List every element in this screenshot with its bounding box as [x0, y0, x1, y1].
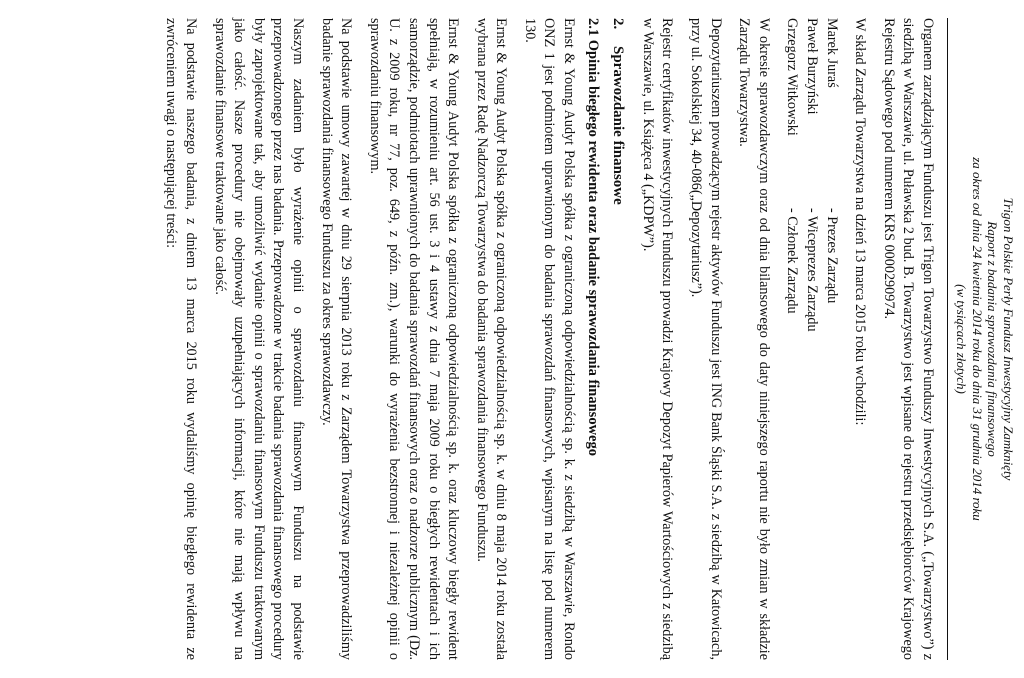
- header-divider: [947, 18, 948, 660]
- board-member-name: Marek Juraś: [823, 18, 840, 88]
- board-member-role: - Prezes Zarządu: [823, 208, 840, 304]
- header-fund-name: Trigon Polskie Perły Fundusz Inwestycyjny Zamknięty: [1001, 197, 1016, 481]
- section-title: Sprawozdanie finansowe: [610, 46, 627, 205]
- header-report-title: Raport z badania sprawozdania finansowego: [985, 221, 1001, 457]
- board-member-role: - Wiceprezes Zarządu: [804, 208, 821, 332]
- board-member-name: Grzegorz Witkowski: [784, 18, 801, 136]
- subsection-heading: 2.1 Opinia biegłego rewidenta oraz badanie sprawozdania finansowego: [584, 18, 601, 456]
- paragraph-opinion-intro: Na podstawie naszego badania, z dniem 13 marca 2015 roku wydaliśmy opinię biegłego rewidenta ze zwróceniem uwagi o następującej treści:: [163, 18, 199, 660]
- board-member-role: - Członek Zarządu: [784, 208, 801, 314]
- paragraph-auditor-selection: Ernst & Young Audyt Polska spółka z ograniczoną odpowiedzialnością sp. k. w dniu 8 maja 2014 roku została wybrana przez Radę Nadzorczą Towarzystwa do badania sprawozdania finansowego Funduszu.: [473, 18, 510, 660]
- paragraph-certificate-register: Rejestr certyfikatów inwestycyjnych Funduszu prowadzi Krajowy Depozyt Papierów Wartościowych z siedzibą w Warszawie, ul. Książęca 4 („KDPW”).: [639, 18, 676, 660]
- paragraph-auditor-entity: Ernst & Young Audyt Polska spółka z ograniczoną odpowiedzialnością sp. k. z siedzibą w Warszawie, Rondo ONZ 1 jest podmiotem uprawnionym do badania sprawozdań finansowych, wpisanym na listę pod numerem 130.: [521, 18, 578, 660]
- board-member: [782, 18, 802, 660]
- paragraph-no-changes: W okresie sprawozdawczym oraz od dnia bilansowego do daty niniejszego raportu nie było zmian w składzie Zarządu Towarzystwa.: [736, 18, 772, 660]
- paragraph-board-intro: W skład Zarządu Towarzystwa na dzień 13 marca 2015 roku wchodzili:: [852, 18, 869, 426]
- board-members-list: [782, 18, 841, 660]
- board-member: [801, 18, 821, 660]
- paragraph-auditor-independence: Ernst & Young Audyt Polska spółka z ograniczoną odpowiedzialnością sp. k. oraz kluczowy biegły rewident spełniają, w rozumieniu art. 56 ust. 3 i 4 ustawy z dnia 7 maja 2009 roku o biegłych rewidentach i ich samorządzie, podmiotach uprawnionych do badania sprawozdań finansowych oraz o nadzorze publicznym (Dz. U. z 2009 roku, nr 77, poz. 649, z późn. zm.), warunki do wyrażenia bezstronnej i niezależnej opinii o sprawozdaniu finansowym.: [366, 18, 462, 660]
- paragraph-audit-scope: Naszym zadaniem było wyrażenie opinii o sprawozdaniu finansowym Funduszu na podstawie przeprowadzonego przez nas badania. Przeprowadzone w trakcie badania sprawozdania finansowego procedury były zaprojektowane tak, aby umożliwić wydanie opinii o sprawozdaniu finansowym Funduszu traktowanym jako całość. Nasze procedury nie obejmowały uzupełniających informacji, które nie mają wpływu na sprawozdanie finansowe traktowane jako całość.: [211, 18, 306, 660]
- board-member: [821, 18, 841, 660]
- board-member-name: Paweł Burzyński: [804, 18, 821, 115]
- header-period: za okres od dnia 24 kwietnia 2014 roku do dnia 31 grudnia 2014 roku: [970, 157, 985, 521]
- page-header: [954, 18, 1016, 660]
- paragraph-depositary: Depozytariuszem prowadzącym rejestr aktywów Funduszu jest ING Bank Śląski S.A. z siedzibą w Katowicach, przy ul. Sokolskiej 34, 40-086(„Depozytariusz”).: [688, 18, 724, 660]
- paragraph-organ: Organem zarządzającym Funduszu jest Trigon Towarzystwo Funduszy Inwestycyjnych S.A. („Towarzystwo”) z siedzibą w Warszawie, ul. Puławska 2 bud. B. Towarzystwo jest wpisane do rejestru przedsiębiorców Krajowego Rejestru Sądowego pod numerem KRS 0000290974.: [880, 18, 936, 660]
- paragraph-contract: Na podstawie umowy zawartej w dniu 29 sierpnia 2013 roku z Zarządem Towarzystwa przeprowadziliśmy badanie sprawozdania finansowego Funduszu za okres sprawozdawczy.: [318, 18, 355, 660]
- section-heading: [608, 18, 628, 660]
- section-number: 2.: [610, 18, 627, 30]
- header-units: (w tysiącach złotych): [954, 284, 970, 394]
